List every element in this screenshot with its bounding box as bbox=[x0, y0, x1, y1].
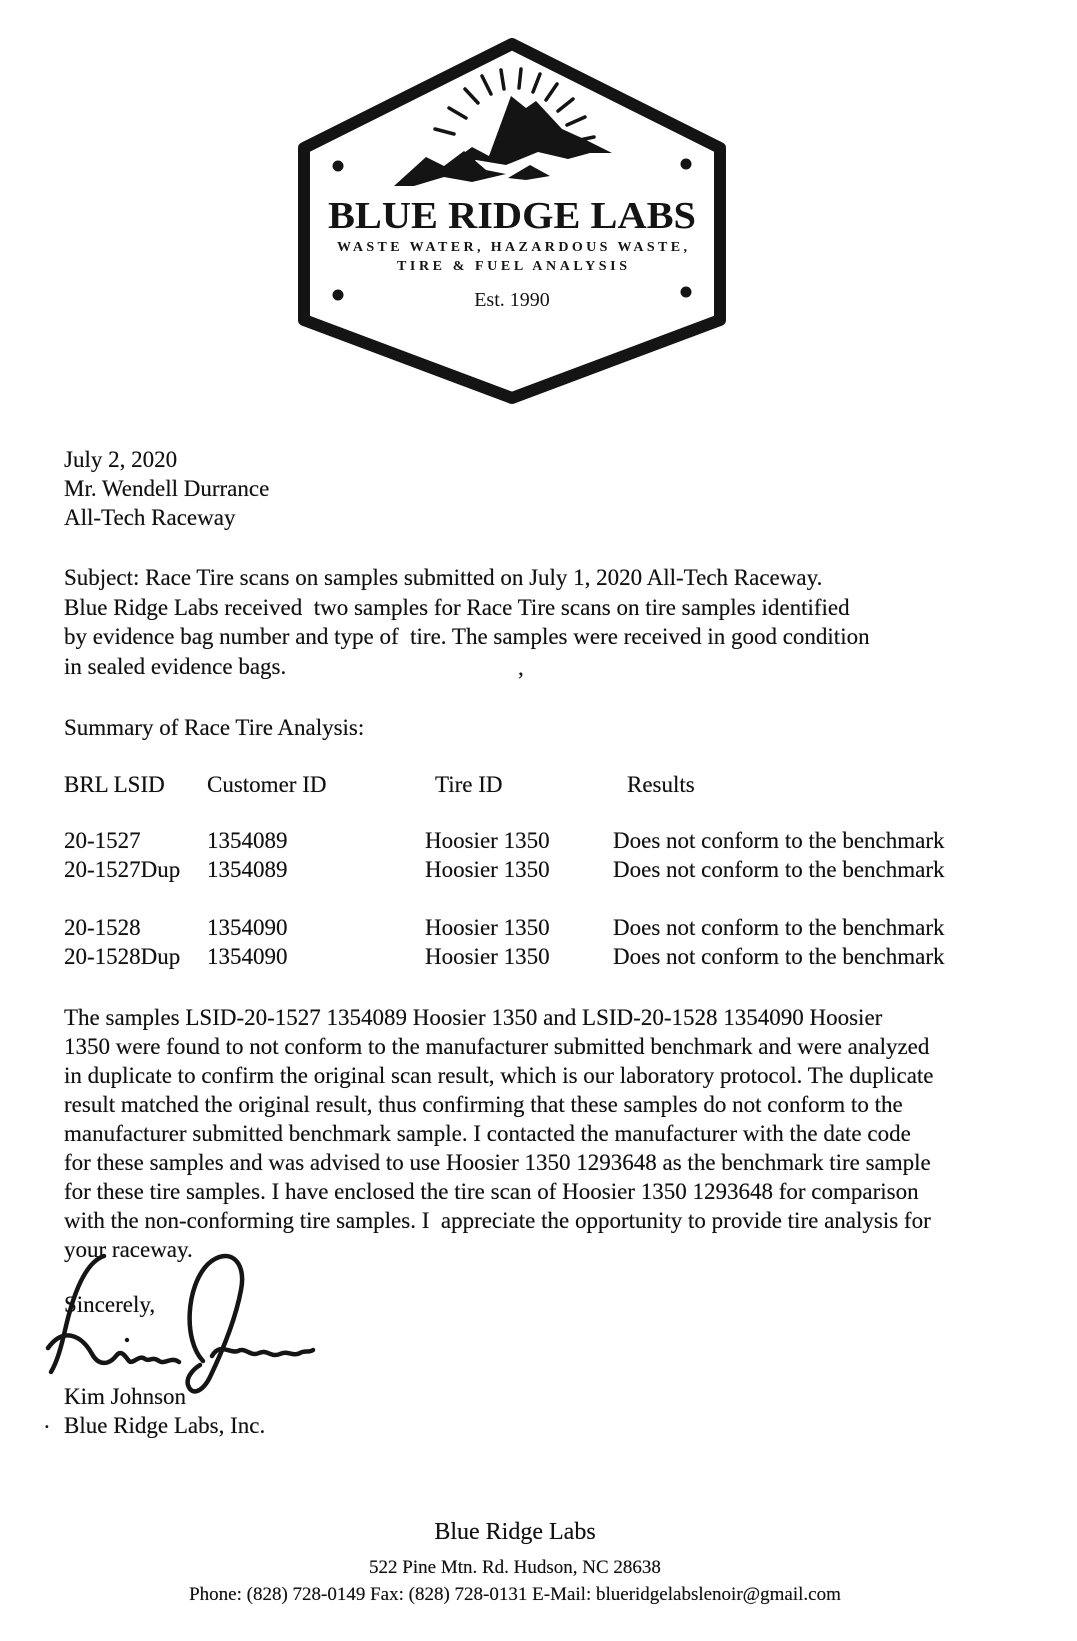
subject-paragraph bbox=[64, 563, 870, 681]
footer-company-name: Blue Ridge Labs bbox=[434, 1519, 596, 1545]
body-line: in duplicate to confirm the original scan result, which is our laboratory protocol. The duplicate bbox=[64, 1063, 934, 1088]
table-row bbox=[64, 855, 1073, 884]
cell-results: Does not conform to the benchmark bbox=[613, 915, 945, 940]
analysis-table bbox=[64, 770, 1073, 971]
cell-tire-id: Hoosier 1350 bbox=[425, 944, 550, 969]
cell-results: Does not conform to the benchmark bbox=[613, 828, 945, 853]
cell-tire-id: Hoosier 1350 bbox=[425, 915, 550, 940]
table-row bbox=[64, 913, 1073, 942]
signer-name: Kim Johnson bbox=[64, 1384, 187, 1409]
table-spacer-row bbox=[64, 799, 1073, 826]
subject-line: in sealed evidence bags. bbox=[64, 653, 287, 679]
subject-line: by evidence bag number and type of tire. The samples were received in good condition bbox=[64, 624, 870, 649]
footer-address: 522 Pine Mtn. Rd. Hudson, NC 28638 bbox=[369, 1557, 661, 1578]
footer-contact: Phone: (828) 728-0149 Fax: (828) 728-0131 E-Mail: blueridgelabslenoir@gmail.com bbox=[189, 1584, 841, 1605]
body-line: for these tire samples. I have enclosed the tire scan of Hoosier 1350 1293648 for comparison bbox=[64, 1179, 919, 1204]
table-row bbox=[64, 826, 1073, 855]
body-line: The samples LSID-20-1527 1354089 Hoosier 1350 and LSID-20-1528 1354090 Hoosier bbox=[64, 1005, 883, 1030]
body-line: manufacturer submitted benchmark sample. I contacted the manufacturer with the date code bbox=[64, 1121, 911, 1146]
table-row bbox=[64, 942, 1073, 971]
col-header-tire-id: Tire ID bbox=[435, 772, 503, 797]
scan-artifact-comma: , bbox=[518, 655, 524, 680]
cell-brl-lsid: 20-1527Dup bbox=[64, 857, 181, 882]
cell-tire-id: Hoosier 1350 bbox=[425, 857, 550, 882]
col-header-customer-id: Customer ID bbox=[207, 772, 327, 797]
cell-brl-lsid: 20-1528Dup bbox=[64, 944, 181, 969]
blue-ridge-labs-logo bbox=[272, 30, 732, 408]
recipient-name: Mr. Wendell Durrance bbox=[64, 476, 270, 501]
cell-brl-lsid: 20-1527 bbox=[64, 828, 141, 853]
cell-results: Does not conform to the benchmark bbox=[613, 857, 945, 882]
logo-tagline-line1: WASTE WATER, HAZARDOUS WASTE, bbox=[337, 240, 687, 255]
cell-tire-id: Hoosier 1350 bbox=[425, 828, 550, 853]
body-line: result matched the original result, thus confirming that these samples do not conform to the bbox=[64, 1092, 903, 1117]
summary-heading: Summary of Race Tire Analysis: bbox=[64, 715, 365, 740]
cell-brl-lsid: 20-1528 bbox=[64, 915, 141, 940]
letter-footer bbox=[0, 1518, 1030, 1608]
table-spacer-row bbox=[64, 884, 1073, 913]
cell-customer-id: 1354089 bbox=[207, 828, 288, 853]
cell-customer-id: 1354089 bbox=[207, 857, 288, 882]
cell-customer-id: 1354090 bbox=[207, 915, 288, 940]
subject-line: Blue Ridge Labs received two samples for Race Tire scans on tire samples identified bbox=[64, 594, 850, 620]
logo-established: Est. 1990 bbox=[474, 289, 550, 311]
body-paragraph bbox=[64, 1003, 934, 1264]
letter-date: July 2, 2020 bbox=[64, 447, 178, 472]
signer-company: Blue Ridge Labs, Inc. bbox=[64, 1413, 266, 1438]
date-recipient-block bbox=[64, 445, 269, 532]
scan-artifact-dot: . bbox=[44, 1408, 50, 1433]
closing-salutation: Sincerely, bbox=[64, 1292, 156, 1317]
logo-tagline-line2: TIRE & FUEL ANALYSIS bbox=[397, 259, 627, 274]
body-line: with the non-conforming tire samples. I appreciate the opportunity to provide tire analysis for bbox=[64, 1208, 931, 1233]
logo-title: BLUE RIDGE LABS bbox=[328, 195, 696, 237]
col-header-results: Results bbox=[627, 772, 695, 797]
handwritten-signature bbox=[40, 1248, 325, 1403]
cell-customer-id: 1354090 bbox=[207, 944, 288, 969]
body-line: your raceway. bbox=[64, 1237, 193, 1262]
body-line: for these samples and was advised to use Hoosier 1350 1293648 as the benchmark tire sample bbox=[64, 1150, 931, 1175]
subject-line: Subject: Race Tire scans on samples submitted on July 1, 2020 All-Tech Raceway. bbox=[64, 565, 823, 590]
body-line: 1350 were found to not conform to the manufacturer submitted benchmark and were analyzed bbox=[64, 1034, 930, 1059]
col-header-brl-lsid: BRL LSID bbox=[64, 772, 165, 797]
recipient-company: All-Tech Raceway bbox=[64, 505, 236, 530]
cell-results: Does not conform to the benchmark bbox=[613, 944, 945, 969]
table-header-row bbox=[64, 770, 1073, 799]
